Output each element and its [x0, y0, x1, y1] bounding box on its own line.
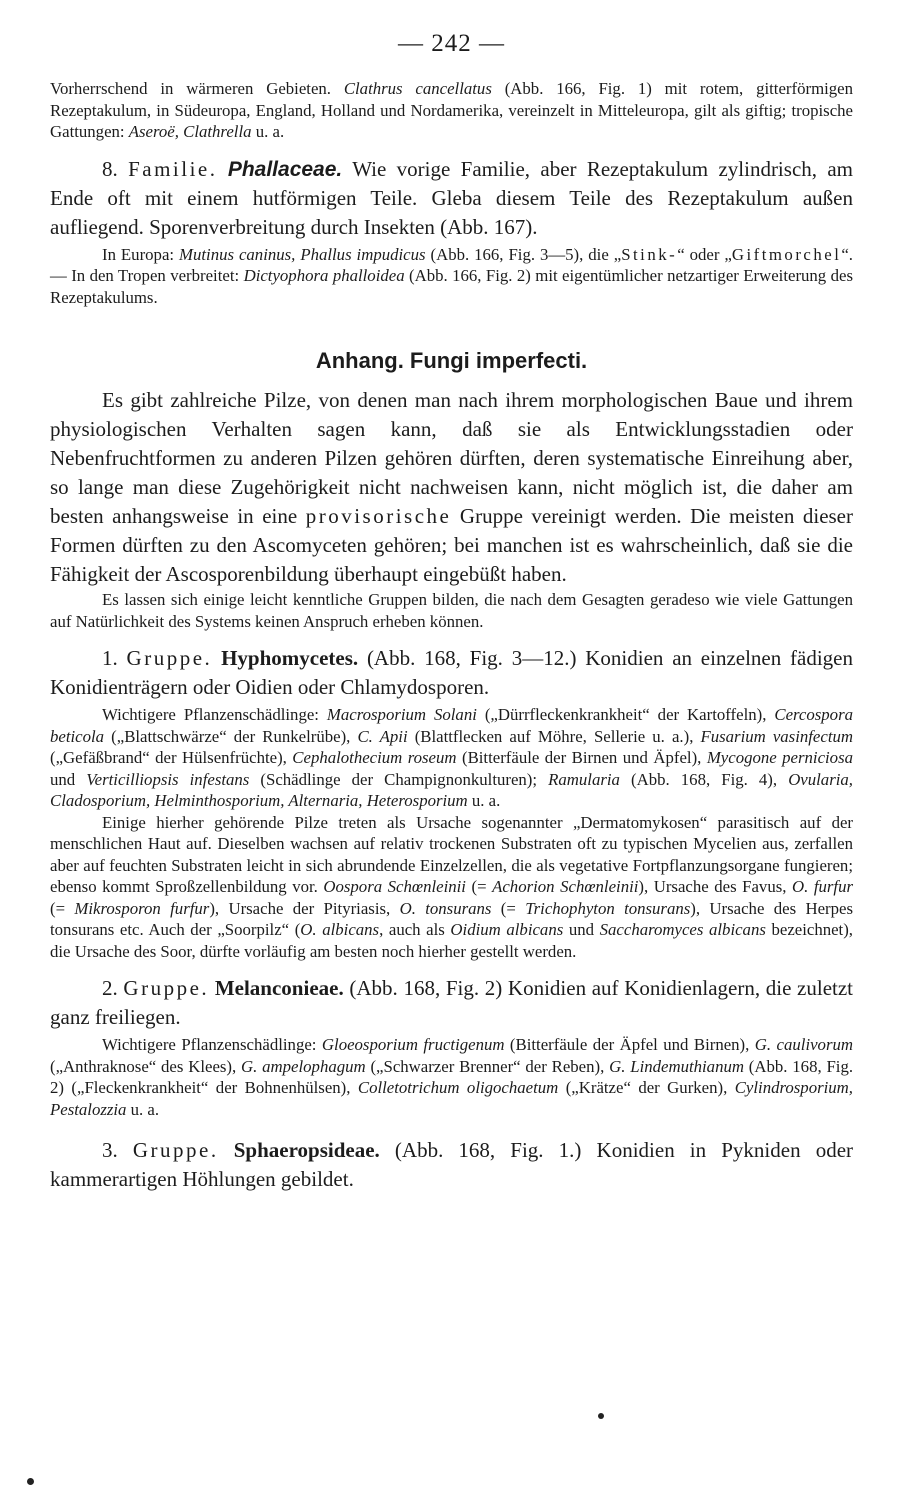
species-name: Clathrus cancellatus — [343, 79, 492, 98]
text: u. a. — [467, 791, 501, 810]
group-number: 3. — [102, 1138, 133, 1162]
species-names: Mutinus caninus, Phallus impudicus — [179, 244, 426, 264]
species-name: G. caulivorum — [754, 1035, 853, 1054]
family-number: 8. — [102, 156, 129, 181]
text: (Blattflecken auf Möhre, Sellerie u. a.), — [407, 726, 701, 746]
text: “ oder „ — [677, 244, 732, 264]
text: (= — [491, 898, 526, 918]
text: ), Ursache des Herpes tonsurans etc. Auch der „Soorpilz“ ( — [50, 898, 853, 939]
text: („Anthraknose“ des Klees), — [50, 1056, 242, 1076]
species-name: O. albicans — [300, 920, 380, 939]
species-name: Dictyophora phalloidea — [243, 266, 405, 285]
group-1-dermatomycoses — [50, 812, 853, 963]
text: (Schädlinge der Champignonkulturen); — [249, 769, 549, 789]
spaced-term: provisorische — [305, 504, 452, 528]
species-name: Mycogone perniciosa — [706, 748, 853, 767]
species-name: Trichophyton tonsurans — [525, 898, 691, 918]
species-name: Gloeosporium fructigenum — [321, 1035, 505, 1054]
group-3-paragraph — [50, 1136, 853, 1194]
paragraph-clathrus — [50, 78, 853, 143]
group-1-paragraph — [50, 644, 853, 702]
text: u. a. — [126, 1099, 160, 1119]
group-label: Gruppe. — [132, 1138, 219, 1162]
text: (Bitterfäule der Birnen und Äpfel), — [456, 748, 707, 767]
paragraph-fungi-imperfecti — [50, 386, 853, 589]
genus-names: Aseroë, Clathrella — [128, 122, 252, 141]
text: und — [50, 769, 87, 789]
species-name: Achorion Schœnleinii — [492, 877, 639, 896]
text: („Blattschwärze“ der Runkelrübe), — [104, 726, 358, 746]
species-name: Verticilliopsis infestans — [86, 769, 250, 789]
text: Wichtigere Pflanzenschädlinge: — [102, 705, 327, 724]
ink-speck — [27, 1478, 34, 1485]
text: (Abb. 166, Fig. 2) mit eigentümlicher netzartiger Erweiterung des Rezeptakulums. — [50, 266, 853, 307]
paragraph-groups-intro: Es lassen sich einige leicht kenntliche Gruppen bilden, die nach dem Gesagten geradeso wie viele Gattungen auf Natürlichkeit des Systems keinen Anspruch erheben können. — [50, 590, 853, 631]
species-name: Fusarium vasinfectum — [700, 726, 853, 746]
group-name: Sphaeropsideae. — [233, 1138, 380, 1162]
ink-speck — [598, 1413, 604, 1419]
species-name: G. Lindemuthianum — [609, 1056, 744, 1076]
text: “. — In den Tropen verbreitet: — [50, 244, 854, 285]
group-2-pests — [50, 1034, 853, 1120]
species-name: Macrosporium Solani — [326, 705, 477, 724]
group-name: Hyphomycetes. — [221, 646, 359, 670]
species-name: Cercospora beticola — [50, 705, 853, 746]
group-number: 2. — [102, 976, 124, 1000]
text: Einige hierher gehörende Pilze treten als Ursache sogenannter „Dermatomykosen“ parasitisch auf der menschlichen Haut auf. Dieselben wachsen auf relativ trockenen Substraten oft zu typischen Mycelien aus, zerfallen aber auf feuchten Substraten leicht in sich abrundende Einzelzellen, die als vegetative Fortpflanzungsorgane fungieren; ebenso kommt Sproßzellenbildung vor. — [50, 812, 853, 896]
text: („Krätze“ der Gurken), — [558, 1078, 735, 1097]
species-name: O. tonsurans — [399, 898, 492, 918]
text: („Gefäßbrand“ der Hülsenfrüchte), — [50, 748, 293, 767]
species-name: G. ampelophagum — [241, 1056, 366, 1076]
section-heading: Anhang. Fungi imperfecti. — [315, 348, 588, 373]
species-name: Saccharomyces albicans — [599, 920, 766, 939]
text: (= — [465, 877, 493, 896]
family-description: Wie vorige Familie, aber Rezeptakulum zylindrisch, am Ende oft mit einem hutförmigen Teile. Gleba diesem Teile des Rezeptakulum außen aufliegend. Sporenverbreitung durch Insekten (Abb. 167). — [50, 156, 853, 239]
group-label: Gruppe. — [126, 646, 213, 670]
genus-names: Cylindrosporium, Pestalozzia — [50, 1078, 853, 1119]
page-number: — 242 — — [398, 30, 505, 57]
group-2-paragraph — [50, 974, 853, 1032]
spaced-term: Stink- — [621, 244, 678, 264]
group-number: 1. — [102, 646, 127, 670]
paragraph-phallaceae-europe — [50, 244, 853, 309]
text: bezeichnet), die Ursache des Soor, dürfte vorläufig am besten noch hierher gestellt werden. — [50, 920, 854, 961]
text: (Abb. 168, Fig. 4), — [619, 769, 789, 789]
species-name: Mikrosporon furfur — [74, 898, 210, 918]
text: (Abb. 166, Fig. 3—5), die „ — [425, 244, 622, 264]
species-name: Cephalothecium roseum — [292, 748, 457, 767]
text: Es gibt zahlreiche Pilze, von denen man nach ihrem morphologischen Baue und ihrem physiologischen Verhalten sagen kann, daß sie als Entwicklungsstadien oder Nebenfruchtformen zu anderen Pilzen gehören dürften, deren systematische Einreihung aber, so lange man diese Zugehörigkeit nicht nachweisen kann, nicht möglich ist, die daher am besten anhangsweise in eine — [50, 388, 853, 528]
genus-names: Ovularia, Cladosporium, Helminthosporium, Alternaria, Heterosporium — [50, 769, 853, 810]
group-1-pests — [50, 704, 853, 812]
text: ), Ursache des Favus, — [638, 877, 792, 896]
species-name: O. furfur — [791, 877, 854, 896]
text: Vorherrschend in wärmeren Gebieten. — [50, 79, 344, 98]
group-description: (Abb. 168, Fig. 3—12.) Konidien an einzelnen fädigen Konidienträgern oder Oidien oder Chlamydosporen. — [50, 646, 854, 699]
family-8-paragraph — [50, 155, 853, 242]
group-description: (Abb. 168, Fig. 1.) Konidien in Pykniden oder kammerartigen Höhlungen gebildet. — [50, 1138, 854, 1191]
text: Gruppe vereinigt werden. Die meisten dieser Formen dürften zu den Ascomyceten gehören; bei manchen ist es wahrscheinlich, daß sie die Fähigkeit der Ascosporenbildung überhaupt eingebüßt haben. — [50, 504, 854, 586]
group-label: Gruppe. — [123, 976, 210, 1000]
spaced-term: Giftmorchel — [731, 244, 842, 264]
text: (Abb. 166, Fig. 1) mit rotem, gitterförmigen Rezeptakulum, in Südeuropa, England, Holland und Nordamerika, vereinzelt in Mitteleuropa, gilt als giftig; tropische Gattungen: — [50, 79, 854, 141]
text: u. a. — [251, 122, 285, 141]
text: , auch als — [379, 920, 451, 939]
text: (Bitterfäule der Äpfel und Birnen), — [504, 1035, 755, 1054]
text: Wichtigere Pflanzenschädlinge: — [102, 1035, 322, 1054]
text: (= — [50, 898, 75, 918]
species-name: Oospora Schœnleinii — [323, 877, 466, 896]
species-name: Oidium albicans — [450, 920, 564, 939]
text: (Abb. 168, Fig. 2) („Fleckenkrankheit“ der Bohnenhülsen), — [50, 1056, 854, 1097]
text: In Europa: — [102, 244, 180, 264]
family-name: Phallaceae. — [227, 157, 343, 181]
page — [50, 30, 853, 1194]
text: („Schwarzer Brenner“ der Reben), — [365, 1056, 610, 1076]
group-name: Melanconieae. — [214, 976, 344, 1000]
species-name: Colletotrichum oligochaetum — [357, 1078, 559, 1097]
text: („Dürrfleckenkrankheit“ der Kartoffeln), — [476, 705, 775, 724]
species-name: Ramularia — [548, 769, 620, 789]
text: ), Ursache der Pityriasis, — [209, 898, 400, 918]
species-name: C. Apii — [357, 726, 408, 746]
text: und — [563, 920, 600, 939]
family-label: Familie. — [128, 156, 218, 181]
group-description: (Abb. 168, Fig. 2) Konidien auf Konidienlagern, die zuletzt ganz freiliegen. — [50, 976, 854, 1029]
